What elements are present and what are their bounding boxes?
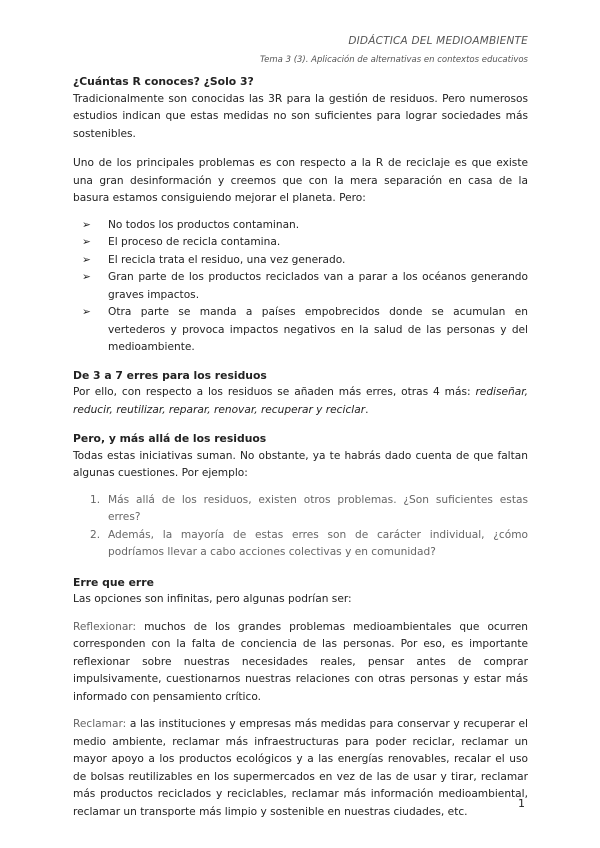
list-item-text: El proceso de recicla contamina. — [108, 236, 281, 248]
paragraph-todas-estas: Todas estas iniciativas suman. No obstante, ya te habrás dado cuenta de que faltan algunas cuestiones. Por ejemplo: — [73, 449, 528, 479]
list-item — [73, 269, 528, 304]
option-label: Reflexionar: — [73, 620, 137, 633]
arrow-bullet-icon: ➢ — [82, 236, 91, 248]
question-number: 1. — [90, 493, 101, 506]
arrow-bullet-icon: ➢ — [82, 271, 91, 283]
heading-erre-que-erre: Erre que erre — [73, 575, 154, 589]
option-text: muchos de los grandes problemas medioambientales que ocurren corresponden con la falta de conciencia de las personas. Por eso, es importante reflexionar sobre nuestras necesidades reales, pensar antes de comprar impulsivamente, cuestionarnos nuestras relaciones con otras personas y estar más informado con pensamiento crítico. — [73, 620, 528, 703]
question-text: Más allá de los residuos, existen otros problemas. ¿Son suficientes estas erres? — [108, 493, 528, 523]
arrow-bullet-icon: ➢ — [82, 218, 91, 231]
list-item-text: Otra parte se manda a países empobrecidos donde se acumulan en vertederos y provoca impactos negativos en la salud de las personas y del medioambiente. — [108, 306, 528, 353]
question-text: Además, la mayoría de estas erres son de carácter individual, ¿cómo podríamos llevar a cabo acciones colectivas y en comunidad? — [108, 528, 528, 558]
arrow-bullet-icon: ➢ — [82, 306, 91, 318]
page-number: 1 — [518, 797, 525, 810]
heading-cuantas-r: ¿Cuántas R conoces? ¿Solo 3? — [73, 75, 254, 88]
list-item-text: No todos los productos contaminan. — [108, 218, 300, 231]
list-item — [73, 234, 528, 252]
list-item — [73, 252, 528, 270]
list-item-text: Gran parte de los productos reciclados van a parar a los océanos generando graves impactos. — [108, 271, 528, 301]
paragraph-tradicionalmente: Tradicionalmente son conocidas las 3R para la gestión de residuos. Pero numerosos estudios indican que estas medidas no son suficientes para lograr sociedades más sostenibles. — [73, 92, 528, 140]
header-title: DIDÁCTICA DEL MEDIOAMBIENTE — [348, 35, 528, 47]
heading-mas-alla: Pero, y más allá de los residuos — [73, 432, 267, 445]
question-item — [73, 492, 528, 527]
option-reflexionar — [73, 619, 528, 707]
paragraph-por-ello-end: . — [365, 403, 369, 416]
paragraph-por-ello — [73, 384, 528, 419]
question-number: 2. — [90, 528, 101, 541]
seven-rs-list: rediseñar, reducir, reutilizar, reparar, renovar, recuperar y reciclar — [73, 386, 528, 416]
questions-list — [73, 492, 528, 562]
option-label: Reclamar: — [73, 718, 127, 730]
list-item-text: El recicla trata el residuo, una vez generado. — [108, 253, 346, 266]
list-item — [73, 217, 528, 235]
option-text: a las instituciones y empresas más medidas para conservar y recuperar el medio ambiente, reclamar más infraestructuras para poder reciclar, reclamar un mayor apoyo a los productos ecológicos y a las energías renovables, recalar el uso de bolsas reutilizables en los supermercados en vez de las de usar y tirar, reclamar más productos reciclados y reciclables, reclamar más información medioambiental, reclamar un transporte más limpio y sostenible en nuestras ciudades, etc. — [73, 718, 528, 818]
paragraph-por-ello-intro: Por ello, con respecto a los residuos se añaden más erres, otras 4 más: — [73, 386, 476, 398]
list-item — [73, 304, 528, 357]
page-header — [260, 34, 528, 66]
paragraph-opciones: Las opciones son infinitas, pero algunas podrían ser: — [73, 593, 352, 605]
recycling-issues-list — [73, 217, 528, 357]
question-item — [73, 527, 528, 562]
document-body — [73, 73, 528, 821]
header-subtitle: Tema 3 (3). Aplicación de alternativas en contextos educativos — [260, 55, 528, 65]
arrow-bullet-icon: ➢ — [82, 253, 91, 266]
option-reclamar — [73, 716, 528, 821]
paragraph-principales-problemas: Uno de los principales problemas es con respecto a la R de reciclaje es que existe una gran desinformación y creemos que con la mera separación en casa de la basura estamos consiguiendo mejorar el planeta. Pero: — [73, 157, 528, 204]
heading-de-3-a-7: De 3 a 7 erres para los residuos — [73, 368, 267, 382]
